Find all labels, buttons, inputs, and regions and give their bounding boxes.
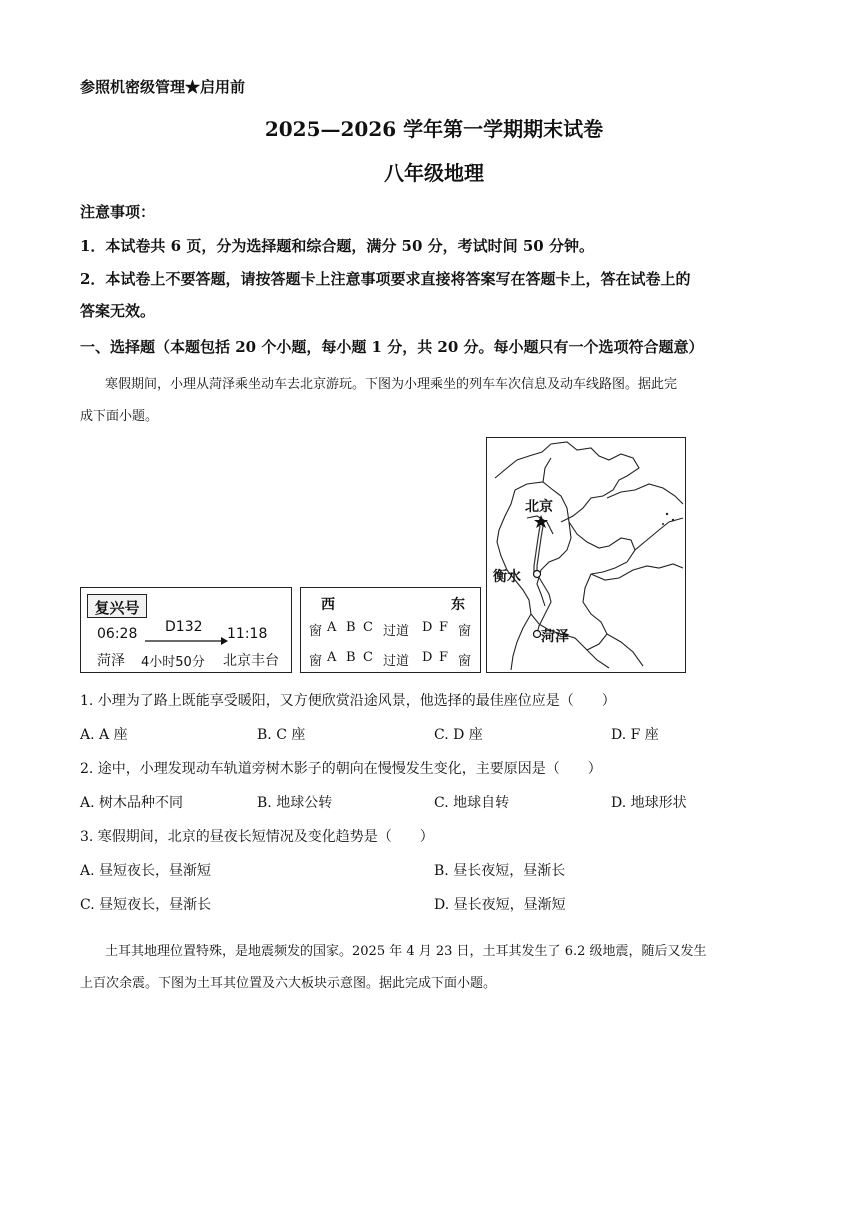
secrecy-label: 参照机密级管理★启用前 (80, 78, 246, 96)
hengshui-marker-icon (531, 568, 543, 580)
q3-option-a: A. 昼短夜长，昼渐短 (80, 863, 212, 879)
badge-box (87, 594, 147, 618)
q2-option-b: B. 地球公转 (257, 795, 333, 811)
passage-2-line-1: 土耳其地理位置特殊，是地震频发的国家。2025 年 4 月 23 日，土耳其发生了 6.2 级地震，随后又发生 (105, 944, 707, 959)
q2-option-a: A. 树木品种不同 (80, 795, 184, 811)
seat-c: C (363, 650, 373, 665)
intro-line-1: 寒假期间，小理从菏泽乘坐动车去北京游玩。下图为小理乘坐的列车车次信息及动车线路图。据此完 (105, 377, 678, 392)
to-station: 北京丰台 (223, 653, 279, 669)
seat-d: D (422, 650, 433, 665)
from-station: 菏泽 (97, 653, 125, 669)
section-heading: 一、选择题（本题包括 20 个小题，每小题 1 分，共 20 分。每小题只有一个选项符合题意） (80, 338, 704, 356)
beijing-star-icon (533, 514, 549, 530)
east-label: 东 (451, 597, 465, 613)
notice-heading: 注意事项： (80, 203, 156, 221)
route-map (486, 437, 686, 673)
seat-c: C (363, 620, 373, 635)
window-seat: 窗 (309, 654, 323, 669)
window-seat: 窗 (458, 654, 472, 669)
arrow-icon (143, 636, 229, 646)
q1-option-c: C. D 座 (434, 727, 483, 743)
exam-subtitle: 八年级地理 (384, 161, 484, 185)
seat-map (300, 587, 481, 673)
aisle: 过道 (383, 654, 410, 669)
q3-option-d: D. 昼长夜短，昼渐短 (434, 897, 566, 913)
notice-item-2-line-1: 2．本试卷上不要答题，请按答题卡上注意事项要求直接将答案写在答题卡上，答在试卷上的 (80, 270, 691, 288)
q3-option-b: B. 昼长夜短，昼渐长 (434, 863, 566, 879)
seat-f: F (439, 650, 449, 665)
q1-option-a: A. A 座 (80, 727, 128, 743)
question-1-stem: 1. 小理为了路上既能享受暖阳，又方便欣赏沿途风景，他选择的最佳座位应是（ ） (80, 693, 616, 709)
map-outline (487, 438, 685, 672)
seat-b: B (346, 650, 356, 665)
intro-line-2: 成下面小题。 (80, 409, 159, 424)
arrive-time: 11:18 (227, 626, 268, 642)
question-3-stem: 3. 寒假期间，北京的昼夜长短情况及变化趋势是（ ） (80, 829, 434, 845)
label-hengshui: 衡水 (493, 569, 521, 585)
ticket-card (80, 587, 292, 673)
notice-item-2-line-2: 答案无效。 (80, 302, 156, 320)
label-beijing: 北京 (525, 499, 553, 515)
exam-title: 2025—2026 学年第一学期期末试卷 (264, 117, 604, 141)
seat-a: A (327, 650, 337, 665)
passage-2-line-2: 上百次余震。下图为土耳其位置及六大板块示意图。据此完成下面小题。 (80, 976, 497, 991)
aisle: 过道 (383, 624, 410, 639)
window-seat: 窗 (309, 624, 323, 639)
question-2-stem: 2. 途中，小理发现动车轨道旁树木影子的朝向在慢慢发生变化，主要原因是（ ） (80, 761, 602, 777)
seat-a: A (327, 620, 337, 635)
notice-item-1: 1．本试卷共 6 页，分为选择题和综合题，满分 50 分，考试时间 50 分钟。 (80, 237, 594, 255)
west-label: 西 (321, 597, 335, 613)
seat-f: F (439, 620, 449, 635)
seat-b: B (346, 620, 356, 635)
q1-option-d: D. F 座 (611, 727, 659, 743)
depart-time: 06:28 (97, 626, 138, 642)
window-seat: 窗 (458, 624, 472, 639)
fuxing-badge: 复兴号 (94, 599, 140, 617)
q3-option-c: C. 昼短夜长，昼渐长 (80, 897, 212, 913)
q2-option-d: D. 地球形状 (611, 795, 687, 811)
duration: 4小时50分 (141, 655, 205, 670)
train-number: D132 (165, 619, 203, 635)
q1-option-b: B. C 座 (257, 727, 306, 743)
q2-option-c: C. 地球自转 (434, 795, 510, 811)
label-heze: 菏泽 (541, 629, 569, 645)
seat-d: D (422, 620, 433, 635)
